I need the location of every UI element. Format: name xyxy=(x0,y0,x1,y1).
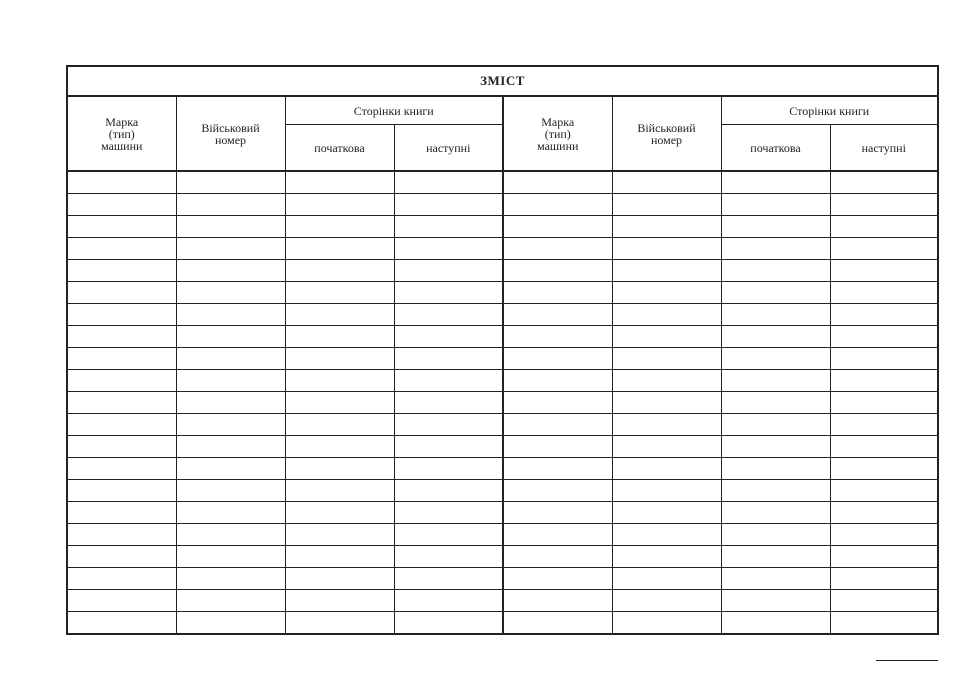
header-brand-line-1: Марка xyxy=(541,114,575,129)
table-cell[interactable] xyxy=(721,260,830,282)
table-cell[interactable] xyxy=(612,480,721,502)
table-row xyxy=(67,282,938,304)
table-body xyxy=(67,171,938,634)
table-cell[interactable] xyxy=(67,458,176,480)
table-cell[interactable] xyxy=(721,568,830,590)
table-cell[interactable] xyxy=(285,282,394,304)
table-cell[interactable] xyxy=(394,524,503,546)
table-row xyxy=(67,370,938,392)
table-row xyxy=(67,546,938,568)
table-cell[interactable] xyxy=(612,370,721,392)
table-cell[interactable] xyxy=(394,370,503,392)
table-cell[interactable] xyxy=(721,590,830,612)
table-cell[interactable] xyxy=(503,304,612,326)
table-cell[interactable] xyxy=(67,171,176,194)
table-cell[interactable] xyxy=(176,480,285,502)
contents-sheet xyxy=(66,65,937,635)
table-cell[interactable] xyxy=(176,282,285,304)
table-cell[interactable] xyxy=(285,238,394,260)
table-cell[interactable] xyxy=(721,436,830,458)
table-cell[interactable] xyxy=(394,568,503,590)
table-row xyxy=(67,304,938,326)
table-cell[interactable] xyxy=(67,282,176,304)
table-cell[interactable] xyxy=(503,546,612,568)
table-cell[interactable] xyxy=(721,282,830,304)
header-pages-left: Сторінки книги xyxy=(285,96,503,125)
table-cell[interactable] xyxy=(285,370,394,392)
table-cell[interactable] xyxy=(285,304,394,326)
table-cell[interactable] xyxy=(830,436,938,458)
table-cell[interactable] xyxy=(721,524,830,546)
table-cell[interactable] xyxy=(67,502,176,524)
table-row xyxy=(67,414,938,436)
header-brand-line-3: машини xyxy=(101,138,143,153)
table-row xyxy=(67,194,938,216)
table-cell[interactable] xyxy=(612,392,721,414)
table-cell[interactable] xyxy=(721,480,830,502)
header-brand-right xyxy=(503,96,612,171)
table-cell[interactable] xyxy=(394,326,503,348)
table-cell[interactable] xyxy=(503,348,612,370)
header-military-right xyxy=(612,96,721,171)
table-cell[interactable] xyxy=(612,568,721,590)
table-cell[interactable] xyxy=(176,524,285,546)
table-cell[interactable] xyxy=(721,546,830,568)
table-row xyxy=(67,480,938,502)
header-brand-left xyxy=(67,96,176,171)
table-cell[interactable] xyxy=(176,436,285,458)
table-cell[interactable] xyxy=(721,194,830,216)
table-cell[interactable] xyxy=(67,370,176,392)
table-cell[interactable] xyxy=(67,414,176,436)
table-cell[interactable] xyxy=(285,612,394,635)
table-cell[interactable] xyxy=(394,171,503,194)
table-cell[interactable] xyxy=(285,216,394,238)
table-row xyxy=(67,326,938,348)
table-cell[interactable] xyxy=(176,326,285,348)
table-cell[interactable] xyxy=(176,502,285,524)
table-cell[interactable] xyxy=(67,546,176,568)
table-cell[interactable] xyxy=(176,238,285,260)
header-initial-right: початкова xyxy=(721,125,830,172)
table-cell[interactable] xyxy=(67,326,176,348)
table-cell[interactable] xyxy=(285,326,394,348)
table-cell[interactable] xyxy=(612,524,721,546)
header-pages-right: Сторінки книги xyxy=(721,96,938,125)
table-cell[interactable] xyxy=(830,414,938,436)
table-cell[interactable] xyxy=(67,194,176,216)
header-initial-left: початкова xyxy=(285,125,394,172)
table-row xyxy=(67,568,938,590)
table-cell[interactable] xyxy=(612,546,721,568)
table-cell[interactable] xyxy=(612,238,721,260)
table-cell[interactable] xyxy=(830,282,938,304)
table-cell[interactable] xyxy=(503,171,612,194)
table-cell[interactable] xyxy=(721,238,830,260)
table-cell[interactable] xyxy=(612,590,721,612)
table-cell[interactable] xyxy=(176,414,285,436)
footer-line xyxy=(876,660,938,661)
table-cell[interactable] xyxy=(503,370,612,392)
table-cell[interactable] xyxy=(503,216,612,238)
table-cell[interactable] xyxy=(503,524,612,546)
table-cell[interactable] xyxy=(285,480,394,502)
table-cell[interactable] xyxy=(67,348,176,370)
table-cell[interactable] xyxy=(394,458,503,480)
table-cell[interactable] xyxy=(830,590,938,612)
table-cell[interactable] xyxy=(394,590,503,612)
table-cell[interactable] xyxy=(285,260,394,282)
table-cell[interactable] xyxy=(721,370,830,392)
table-cell[interactable] xyxy=(612,348,721,370)
table-row xyxy=(67,171,938,194)
table-cell[interactable] xyxy=(285,414,394,436)
table-cell[interactable] xyxy=(503,480,612,502)
table-cell[interactable] xyxy=(830,326,938,348)
table-cell[interactable] xyxy=(612,194,721,216)
header-military-line-2: номер xyxy=(650,132,683,147)
table-cell[interactable] xyxy=(503,568,612,590)
table-cell[interactable] xyxy=(176,304,285,326)
table-cell[interactable] xyxy=(830,370,938,392)
table-cell[interactable] xyxy=(612,502,721,524)
table-cell[interactable] xyxy=(721,502,830,524)
header-military-line-2: номер xyxy=(214,132,247,147)
table-cell[interactable] xyxy=(721,216,830,238)
table-cell[interactable] xyxy=(721,171,830,194)
table-cell[interactable] xyxy=(285,524,394,546)
table-cell[interactable] xyxy=(176,546,285,568)
table-cell[interactable] xyxy=(394,238,503,260)
table-cell[interactable] xyxy=(285,171,394,194)
table-cell[interactable] xyxy=(285,502,394,524)
table-cell[interactable] xyxy=(612,612,721,635)
table-cell[interactable] xyxy=(721,458,830,480)
table-cell[interactable] xyxy=(67,392,176,414)
table-cell[interactable] xyxy=(503,282,612,304)
table-row xyxy=(67,216,938,238)
table-cell[interactable] xyxy=(394,260,503,282)
table-cell[interactable] xyxy=(830,502,938,524)
table-cell[interactable] xyxy=(830,194,938,216)
table-cell[interactable] xyxy=(612,171,721,194)
table-row xyxy=(67,502,938,524)
table-row xyxy=(67,238,938,260)
table-cell[interactable] xyxy=(830,612,938,635)
table-cell[interactable] xyxy=(67,436,176,458)
table-cell[interactable] xyxy=(285,590,394,612)
table-row xyxy=(67,260,938,282)
table-cell[interactable] xyxy=(721,392,830,414)
table-cell[interactable] xyxy=(830,216,938,238)
table-cell[interactable] xyxy=(285,348,394,370)
table-cell[interactable] xyxy=(612,414,721,436)
table-cell[interactable] xyxy=(503,392,612,414)
table-cell[interactable] xyxy=(285,568,394,590)
table-cell[interactable] xyxy=(503,326,612,348)
table-row xyxy=(67,392,938,414)
table-row xyxy=(67,436,938,458)
page-title: ЗМІСТ xyxy=(67,66,938,96)
table-cell[interactable] xyxy=(176,568,285,590)
table-cell[interactable] xyxy=(612,436,721,458)
table-cell[interactable] xyxy=(503,238,612,260)
table-cell[interactable] xyxy=(176,612,285,635)
table-cell[interactable] xyxy=(721,612,830,635)
table-cell[interactable] xyxy=(503,590,612,612)
table-cell[interactable] xyxy=(67,260,176,282)
table-cell[interactable] xyxy=(176,171,285,194)
table-cell[interactable] xyxy=(503,458,612,480)
table-cell[interactable] xyxy=(721,326,830,348)
table-cell[interactable] xyxy=(394,436,503,458)
table-cell[interactable] xyxy=(612,282,721,304)
table-row xyxy=(67,348,938,370)
table-cell[interactable] xyxy=(176,458,285,480)
table-cell[interactable] xyxy=(285,546,394,568)
table-cell[interactable] xyxy=(285,194,394,216)
header-military-line-1: Військовий xyxy=(201,120,260,135)
table-cell[interactable] xyxy=(503,436,612,458)
table-cell[interactable] xyxy=(503,612,612,635)
table-row xyxy=(67,612,938,635)
table-cell[interactable] xyxy=(721,414,830,436)
table-cell[interactable] xyxy=(285,458,394,480)
header-military-line-1: Військовий xyxy=(637,120,696,135)
header-brand-line-2: (тип) xyxy=(108,126,135,141)
table-cell[interactable] xyxy=(503,194,612,216)
table-cell[interactable] xyxy=(394,194,503,216)
table-cell[interactable] xyxy=(830,546,938,568)
table-cell[interactable] xyxy=(394,304,503,326)
table-cell[interactable] xyxy=(176,370,285,392)
table-cell[interactable] xyxy=(176,194,285,216)
table-cell[interactable] xyxy=(285,436,394,458)
table-cell[interactable] xyxy=(394,348,503,370)
table-cell[interactable] xyxy=(612,304,721,326)
table-cell[interactable] xyxy=(394,480,503,502)
table-cell[interactable] xyxy=(67,216,176,238)
table-cell[interactable] xyxy=(176,348,285,370)
table-cell[interactable] xyxy=(394,392,503,414)
table-cell[interactable] xyxy=(503,260,612,282)
table-cell[interactable] xyxy=(394,612,503,635)
table-cell[interactable] xyxy=(830,458,938,480)
header-military-left xyxy=(176,96,285,171)
table-cell[interactable] xyxy=(830,304,938,326)
table-cell[interactable] xyxy=(830,171,938,194)
table-cell[interactable] xyxy=(394,216,503,238)
header-brand-line-1: Марка xyxy=(105,114,139,129)
table-cell[interactable] xyxy=(721,348,830,370)
table-cell[interactable] xyxy=(176,260,285,282)
table-cell[interactable] xyxy=(503,502,612,524)
table-cell[interactable] xyxy=(176,216,285,238)
table-cell[interactable] xyxy=(612,326,721,348)
table-cell[interactable] xyxy=(176,392,285,414)
table-cell[interactable] xyxy=(612,458,721,480)
table-cell[interactable] xyxy=(176,590,285,612)
table-row xyxy=(67,458,938,480)
header-brand-line-3: машини xyxy=(537,138,579,153)
table-cell[interactable] xyxy=(67,612,176,635)
table-cell[interactable] xyxy=(503,414,612,436)
table-cell[interactable] xyxy=(721,304,830,326)
table-cell[interactable] xyxy=(67,238,176,260)
table-cell[interactable] xyxy=(830,392,938,414)
table-cell[interactable] xyxy=(612,260,721,282)
table-cell[interactable] xyxy=(612,216,721,238)
header-brand-line-2: (тип) xyxy=(544,126,571,141)
table-row xyxy=(67,524,938,546)
table-cell[interactable] xyxy=(394,546,503,568)
header-next-left: наступні xyxy=(394,125,503,172)
table-cell[interactable] xyxy=(67,480,176,502)
table-row xyxy=(67,590,938,612)
table-cell[interactable] xyxy=(830,238,938,260)
table-cell[interactable] xyxy=(67,304,176,326)
header-next-right: наступні xyxy=(830,125,938,172)
table-cell[interactable] xyxy=(830,480,938,502)
table-cell[interactable] xyxy=(67,590,176,612)
contents-table xyxy=(66,65,939,635)
table-cell[interactable] xyxy=(394,502,503,524)
table-cell[interactable] xyxy=(830,260,938,282)
table-cell[interactable] xyxy=(67,568,176,590)
table-cell[interactable] xyxy=(830,524,938,546)
table-cell[interactable] xyxy=(830,348,938,370)
table-cell[interactable] xyxy=(394,414,503,436)
table-cell[interactable] xyxy=(830,568,938,590)
table-cell[interactable] xyxy=(285,392,394,414)
table-cell[interactable] xyxy=(67,524,176,546)
table-cell[interactable] xyxy=(394,282,503,304)
